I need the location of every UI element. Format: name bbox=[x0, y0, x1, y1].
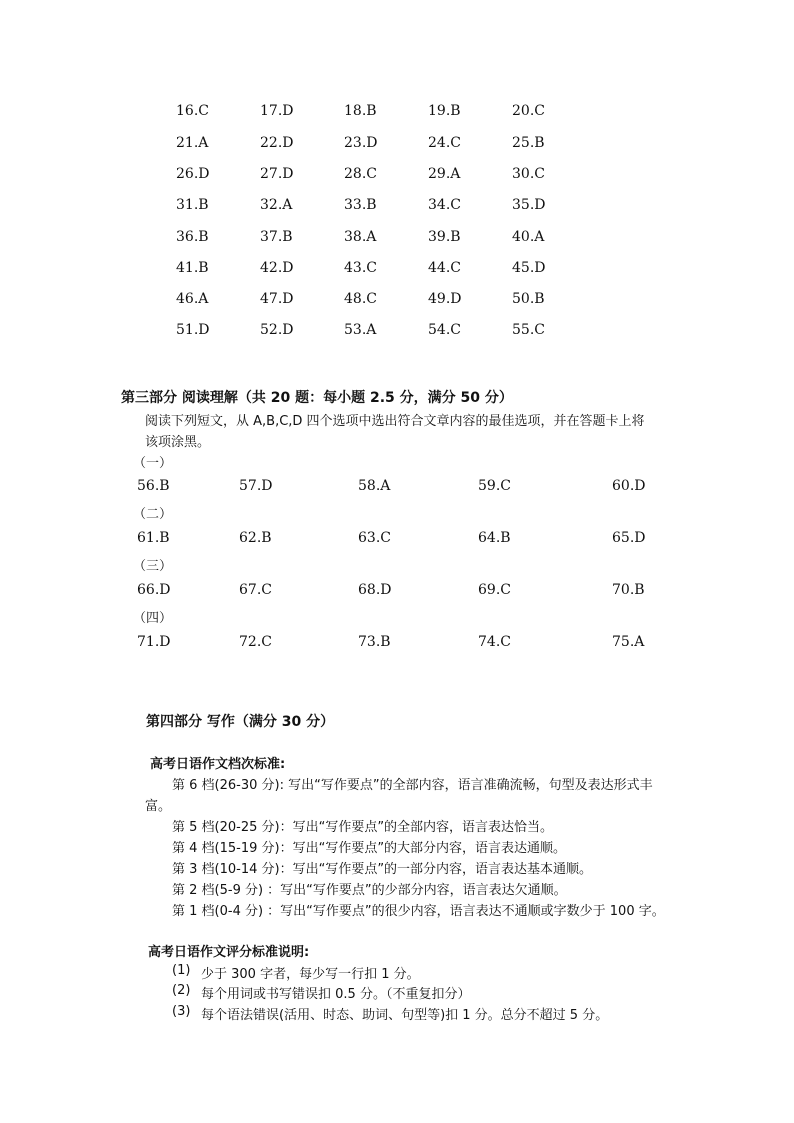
answer-62: 62.B bbox=[239, 530, 272, 546]
answer-23: 23.D bbox=[344, 135, 378, 151]
part3-instruction-line1: 阅读下列短文，从 A,B,C,D 四个选项中选出符合文章内容的最佳选项，并在答题卡上将 bbox=[145, 414, 645, 429]
answer-22: 22.D bbox=[260, 135, 294, 151]
answer-69: 69.C bbox=[478, 582, 511, 598]
answer-68: 68.D bbox=[358, 582, 392, 598]
answer-42: 42.D bbox=[260, 260, 294, 276]
answer-34: 34.C bbox=[428, 197, 461, 213]
criteria-level-2: 第 2 档(5-9 分) ：写出“写作要点”的少部分内容，语言表达欠通顺。 bbox=[172, 883, 567, 898]
criteria-level-1: 第 1 档(0-4 分) ：写出“写作要点”的很少内容，语言表达不通顺或字数少于 100 字。 bbox=[172, 904, 665, 919]
answer-29: 29.A bbox=[428, 166, 461, 182]
answer-44: 44.C bbox=[428, 260, 461, 276]
answer-53: 53.A bbox=[344, 322, 377, 338]
answer-18: 18.B bbox=[344, 103, 377, 119]
answer-26: 26.D bbox=[176, 166, 210, 182]
answer-43: 43.C bbox=[344, 260, 377, 276]
scoring-text: 少于 300 字者，每少写一行扣 1 分。 bbox=[201, 967, 420, 982]
answer-57: 57.D bbox=[239, 478, 273, 494]
criteria-level-4: 第 4 档(15-19 分)：写出“写作要点”的大部分内容，语言表达通顺。 bbox=[172, 841, 567, 856]
criteria-level-5: 第 5 档(20-25 分)：写出“写作要点”的全部内容，语言表达恰当。 bbox=[172, 820, 554, 835]
answer-51: 51.D bbox=[176, 322, 210, 338]
answer-50: 50.B bbox=[512, 291, 545, 307]
answer-70: 70.B bbox=[612, 582, 645, 598]
answer-20: 20.C bbox=[512, 103, 545, 119]
part4-heading: 第四部分 写作（满分 30 分） bbox=[146, 714, 335, 730]
answer-35: 35.D bbox=[512, 197, 546, 213]
answer-36: 36.B bbox=[176, 229, 209, 245]
answer-74: 74.C bbox=[478, 634, 511, 650]
answer-46: 46.A bbox=[176, 291, 209, 307]
criteria-level-3: 第 3 档(10-14 分)：写出“写作要点”的一部分内容，语言表达基本通顺。 bbox=[172, 862, 593, 877]
answer-47: 47.D bbox=[260, 291, 294, 307]
criteria-title: 高考日语作文档次标准: bbox=[150, 757, 286, 772]
answer-21: 21.A bbox=[176, 135, 209, 151]
answer-33: 33.B bbox=[344, 197, 377, 213]
answer-75: 75.A bbox=[612, 634, 645, 650]
answer-60: 60.D bbox=[612, 478, 646, 494]
answer-55: 55.C bbox=[512, 322, 545, 338]
answer-40: 40.A bbox=[512, 229, 545, 245]
answer-31: 31.B bbox=[176, 197, 209, 213]
group-label-2: （二） bbox=[133, 507, 173, 522]
part3-instruction-line2: 该项涂黑。 bbox=[145, 435, 211, 450]
answer-17: 17.D bbox=[260, 103, 294, 119]
answer-63: 63.C bbox=[358, 530, 391, 546]
answer-52: 52.D bbox=[260, 322, 294, 338]
answer-71: 71.D bbox=[137, 634, 171, 650]
answer-38: 38.A bbox=[344, 229, 377, 245]
answer-54: 54.C bbox=[428, 322, 461, 338]
answer-39: 39.B bbox=[428, 229, 461, 245]
criteria-level-6-cont: 富。 bbox=[145, 799, 172, 814]
answer-66: 66.D bbox=[137, 582, 171, 598]
answer-19: 19.B bbox=[428, 103, 461, 119]
answer-45: 45.D bbox=[512, 260, 546, 276]
scoring-text: 每个用词或书写错误扣 0.5 分。（不重复扣分） bbox=[201, 987, 471, 1002]
scoring-number: (3) bbox=[172, 1004, 191, 1019]
answer-25: 25.B bbox=[512, 135, 545, 151]
answer-28: 28.C bbox=[344, 166, 377, 182]
group-label-3: （三） bbox=[133, 559, 173, 574]
answer-30: 30.C bbox=[512, 166, 545, 182]
answer-37: 37.B bbox=[260, 229, 293, 245]
answer-27: 27.D bbox=[260, 166, 294, 182]
answer-16: 16.C bbox=[176, 103, 209, 119]
answer-49: 49.D bbox=[428, 291, 462, 307]
scoring-number: (1) bbox=[172, 963, 191, 978]
part3-heading: 第三部分 阅读理解（共 20 题：每小题 2.5 分，满分 50 分） bbox=[121, 390, 513, 406]
answer-58: 58.A bbox=[358, 478, 391, 494]
group-label-1: （一） bbox=[133, 456, 173, 471]
answer-41: 41.B bbox=[176, 260, 209, 276]
answer-32: 32.A bbox=[260, 197, 293, 213]
answer-59: 59.C bbox=[478, 478, 511, 494]
answer-73: 73.B bbox=[358, 634, 391, 650]
scoring-number: (2) bbox=[172, 983, 191, 998]
answer-24: 24.C bbox=[428, 135, 461, 151]
scoring-title: 高考日语作文评分标准说明: bbox=[148, 945, 310, 960]
answer-65: 65.D bbox=[612, 530, 646, 546]
answer-64: 64.B bbox=[478, 530, 511, 546]
answer-56: 56.B bbox=[137, 478, 170, 494]
answer-72: 72.C bbox=[239, 634, 272, 650]
answer-61: 61.B bbox=[137, 530, 170, 546]
group-label-4: （四） bbox=[133, 611, 173, 626]
scoring-text: 每个语法错误(活用、时态、助词、句型等)扣 1 分。总分不超过 5 分。 bbox=[201, 1008, 609, 1023]
answer-67: 67.C bbox=[239, 582, 272, 598]
answer-48: 48.C bbox=[344, 291, 377, 307]
criteria-level-6: 第 6 档(26-30 分): 写出“写作要点”的全部内容，语言准确流畅，句型及表达形式丰 bbox=[172, 778, 653, 793]
